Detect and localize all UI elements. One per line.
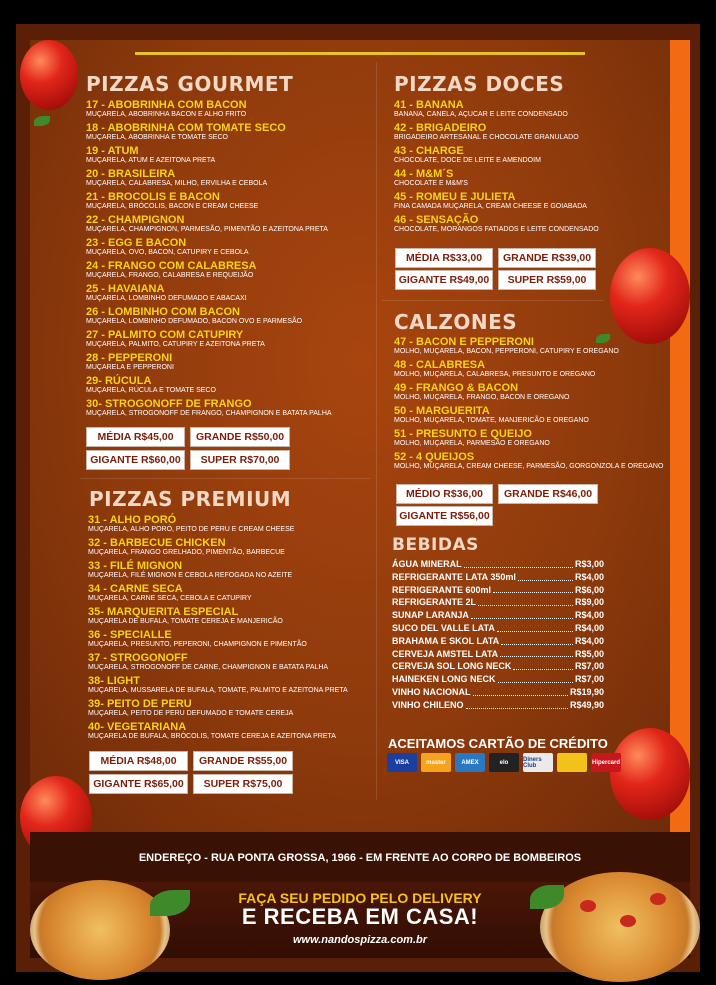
dot-leader: [498, 673, 573, 683]
menu-item-description: MUÇARELA, PEITO DE PERU DEFUMADO E TOMATE CEREJA: [88, 710, 294, 717]
drink-name: REFRIGERANTE 600ml: [392, 584, 492, 595]
menu-item-name: 45 - ROMEU E JULIETA: [394, 191, 516, 204]
drink-item: [392, 596, 604, 609]
doces-list: [394, 100, 599, 239]
menu-item-description: MUÇARELA DE BUFALA, TOMATE CEREJA E MANJERICÃO: [88, 618, 283, 625]
card-logo-icon: AMEX: [455, 753, 485, 772]
gourmet-price-media: MÉDIA R$45,00: [87, 428, 184, 446]
menu-item-name: 25 - HAVAIANA: [86, 283, 165, 295]
premium-price-super: SUPER R$75,00: [194, 775, 292, 793]
menu-item-description: MUÇARELA, PALMITO, CATUPIRY E AZEITONA PRETA: [86, 341, 265, 348]
menu-item: [86, 146, 332, 166]
menu-item-name: 47 - BACON E PEPPERONI: [394, 336, 534, 348]
menu-item-description: MOLHO, MUÇARELA, PARMESÃO E OREGANO: [394, 440, 550, 448]
menu-item-name: 50 - MARGUERITA: [394, 405, 490, 418]
menu-item-description: MOLHO, MUÇARELA, CALABRESA, PRESUNTO E OREGANO: [394, 371, 596, 379]
column-divider: [376, 62, 377, 800]
tomato-slice-image: [620, 915, 636, 927]
card-logo-icon: Hipercard: [591, 753, 621, 772]
doces-title: PIZZAS DOCES: [394, 72, 565, 96]
menu-item: [88, 584, 348, 604]
drink-item: [392, 622, 604, 635]
menu-item: [394, 146, 599, 166]
dot-leader: [497, 622, 573, 632]
menu-item-description: MUÇARELA, RÚCULA E TOMATE SECO: [86, 387, 216, 394]
menu-item-description: MUÇARELA, CALABRESA, MILHO, ERVILHA E CEBOLA: [86, 180, 268, 187]
menu-item-description: CHOCOLATE, MORANGOS FATIADOS E LEITE CONDENSADO: [394, 226, 599, 234]
menu-item: [86, 238, 332, 258]
menu-item-description: MUÇARELA, OVO, BACON, CATUPIRY E CEBOLA: [86, 249, 249, 256]
menu-item-description: MUÇARELA, FRANGO, CALABRESA E REQUEIJÃO: [86, 272, 254, 279]
menu-item-description: MUÇARELA, ATUM E AZEITONA PRETA: [86, 157, 216, 164]
menu-item-description: MUÇARELA, BRÓCOLIS, BACON E CREAM CHEESE: [86, 203, 259, 210]
drink-price: R$19,90: [569, 686, 604, 697]
drink-price: R$4,00: [574, 635, 604, 646]
drink-item: [392, 609, 604, 622]
menu-item: [86, 353, 332, 373]
menu-item-name: 20 - BRASILEIRA: [86, 168, 176, 180]
drink-name: VINHO NACIONAL: [392, 686, 471, 697]
menu-item: [88, 607, 348, 627]
menu-item-name: 22 - CHAMPIGNON: [86, 214, 185, 226]
menu-item-description: MOLHO, MUÇARELA, BACON, PEPPERONI, CATUPIRY E OREGANO: [394, 348, 619, 355]
dot-leader: [466, 699, 568, 709]
menu-item-description: BRIGADEIRO ARTESANAL E CHOCOLATE GRANULADO: [394, 134, 579, 142]
menu-item-name: 48 - CALABRESA: [394, 359, 486, 372]
menu-item: [394, 215, 599, 235]
menu-item: [394, 192, 599, 212]
menu-item-name: 17 - ABOBRINHA COM BACON: [86, 99, 247, 111]
drink-name: ÁGUA MINERAL: [392, 559, 462, 569]
premium-price-media: MÉDIA R$48,00: [90, 752, 187, 770]
menu-item: [86, 169, 332, 189]
menu-item-name: 42 - BRIGADEIRO: [394, 122, 487, 135]
gourmet-title: PIZZAS GOURMET: [86, 72, 294, 96]
gourmet-price-gigante: GIGANTE R$60,00: [87, 451, 184, 469]
drink-name: REFRIGERANTE LATA 350ml: [392, 571, 516, 582]
menu-item-description: MUÇARELA DE BUFALA, BRÓCOLIS, TOMATE CEREJA E AZEITONA PRETA: [88, 733, 336, 740]
menu-item: [88, 515, 348, 535]
tomato-slice-image: [650, 893, 666, 905]
drink-item: [392, 699, 604, 712]
menu-item: [394, 406, 663, 426]
menu-item: [394, 452, 663, 472]
cta-line1: FAÇA SEU PEDIDO PELO DELIVERY: [238, 890, 482, 906]
calzones-list: [394, 337, 663, 476]
menu-item-name: 40- VEGETARIANA: [88, 721, 187, 733]
pizza-image-right: [540, 872, 700, 982]
section-divider: [80, 478, 370, 479]
menu-item: [86, 100, 332, 120]
menu-item: [86, 123, 332, 143]
tomato-image: [610, 728, 690, 820]
dot-leader: [518, 571, 573, 581]
card-logo-icon: [557, 753, 587, 772]
menu-item: [88, 561, 348, 581]
menu-item-description: MUÇARELA, LOMBINHO DEFUMADO E ABACAXI: [86, 295, 247, 302]
drink-name: SUNAP LARANJA: [392, 610, 469, 621]
menu-item-description: MOLHO, MUÇARELA, TOMATE, MANJERICÃO E OREGANO: [394, 417, 589, 425]
drink-name: REFRIGERANTE 2L: [392, 597, 477, 608]
menu-item: [88, 538, 348, 558]
menu-item: [86, 215, 332, 235]
doces-price-super: SUPER R$59,00: [499, 271, 595, 289]
menu-item-name: 52 - 4 QUEIJOS: [394, 451, 475, 464]
dot-leader: [493, 584, 573, 594]
menu-item-description: FINA CAMADA MUÇARELA, CREAM CHEESE E GOIABADA: [394, 203, 587, 211]
drink-item: [392, 686, 604, 699]
menu-item: [394, 360, 663, 380]
menu-item-name: 29- RÚCULA: [86, 375, 152, 387]
drink-item: [392, 648, 604, 661]
menu-item-name: 23 - EGG E BACON: [86, 237, 187, 249]
top-accent-line: [135, 52, 585, 55]
menu-item-description: MUÇARELA, LOMBINHO DEFUMADO, BACON OVO E PARMESÃO: [86, 318, 303, 325]
drinks-list: [392, 558, 604, 712]
premium-price-gigante: GIGANTE R$65,00: [90, 775, 187, 793]
menu-item-name: 18 - ABOBRINHA COM TOMATE SECO: [86, 122, 286, 134]
drink-price: R$4,00: [574, 610, 604, 621]
menu-item-description: MOLHO, MUÇARELA, FRANGO, BACON E OREGANO: [394, 394, 570, 402]
side-accent-bar: [670, 40, 690, 840]
menu-item-name: 34 - CARNE SECA: [88, 583, 183, 595]
menu-item: [86, 330, 332, 350]
menu-item-description: MUÇARELA, ABOBRINHA E TOMATE SECO: [86, 134, 228, 141]
menu-item-name: 44 - M&M´S: [394, 168, 454, 181]
menu-item-description: MUÇARELA, FILÉ MIGNON E CEBOLA REFOGADA NO AZEITE: [88, 572, 293, 579]
menu-item-description: MUÇARELA E PEPPERONI: [86, 364, 174, 371]
card-logo-icon: Diners Club: [523, 753, 553, 772]
payment-title: ACEITAMOS CARTÃO DE CRÉDITO: [388, 736, 608, 751]
drink-price: R$3,00: [574, 559, 604, 569]
drink-item: [392, 571, 604, 584]
menu-item: [394, 123, 599, 143]
menu-item: [394, 429, 663, 449]
drink-name: BRAHAMA E SKOL LATA: [392, 635, 500, 646]
menu-item-description: MUÇARELA, ABOBRINHA BACON E ALHO FRITO: [86, 111, 247, 118]
website-link[interactable]: www.nandospizza.com.br: [292, 934, 428, 946]
card-logo-icon: VISA: [387, 753, 417, 772]
calzones-price-gigante: GIGANTE R$56,00: [397, 507, 492, 525]
drink-price: R$7,00: [574, 661, 604, 672]
menu-item-description: MOLHO, MUÇARELA, CREAM CHEESE, PARMESÃO, GORGONZOLA E OREGANO: [394, 463, 664, 471]
menu-item: [394, 169, 599, 189]
menu-item-name: 51 - PRESUNTO E QUEIJO: [394, 428, 532, 441]
menu-item-name: 30- STROGONOFF DE FRANGO: [86, 398, 252, 410]
drink-price: R$9,00: [574, 597, 604, 608]
doces-price-media: MÉDIA R$33,00: [396, 249, 492, 267]
drink-name: SUCO DEL VALLE LATA: [392, 622, 495, 633]
drink-price: R$49,90: [569, 699, 604, 710]
menu-item-description: CHOCOLATE, DOCE DE LEITE E AMENDOIM: [394, 157, 541, 165]
premium-title: PIZZAS PREMIUM: [89, 487, 292, 511]
drink-name: CERVEJA SOL LONG NECK: [392, 661, 512, 672]
dot-leader: [478, 596, 573, 606]
address-text: ENDEREÇO - RUA PONTA GROSSA, 1966 - EM FRENTE AO CORPO DE BOMBEIROS: [138, 852, 582, 864]
menu-item: [88, 676, 348, 696]
menu-item-name: 37 - STROGONOFF: [88, 652, 188, 664]
drink-price: R$7,00: [574, 674, 604, 685]
menu-item-name: 36 - SPECIALLE: [88, 629, 172, 641]
menu-item-description: MUÇARELA, FRANGO GRELHADO, PIMENTÃO, BARBECUE: [88, 549, 285, 556]
premium-list: [88, 515, 348, 745]
menu-item-description: MUÇARELA, STROGONOFF DE FRANGO, CHAMPIGNON E BATATA PALHA: [86, 410, 332, 417]
drink-price: R$4,00: [574, 571, 604, 582]
tomato-image: [610, 248, 690, 344]
menu-item-description: MUÇARELA, MUSSARELA DE BUFALA, TOMATE, PALMITO E AZEITONA PRETA: [88, 687, 348, 694]
dot-leader: [500, 648, 573, 658]
bebidas-title: BEBIDAS: [392, 535, 479, 555]
menu-item-description: MUÇARELA, CHAMPIGNON, PARMESÃO, PIMENTÃO E AZEITONA PRETA: [86, 226, 328, 233]
menu-item-name: 26 - LOMBINHO COM BACON: [86, 306, 240, 318]
drink-price: R$4,00: [574, 622, 604, 633]
drink-price: R$5,00: [574, 648, 604, 659]
menu-item-name: 33 - FILÉ MIGNON: [88, 560, 183, 572]
gourmet-price-grande: GRANDE R$50,00: [191, 428, 289, 446]
menu-item: [86, 192, 332, 212]
section-divider: [382, 300, 604, 301]
pizza-image-left: [30, 880, 170, 980]
card-logos: [387, 753, 621, 772]
menu-item-name: 43 - CHARGE: [394, 145, 464, 158]
dot-leader: [501, 635, 573, 645]
menu-item: [86, 376, 332, 396]
menu-item-description: MUÇARELA, STROGONOFF DE CARNE, CHAMPIGNON E BATATA PALHA: [88, 664, 329, 671]
menu-item: [88, 630, 348, 650]
menu-item: [88, 699, 348, 719]
menu-item-name: 32 - BARBECUE CHICKEN: [88, 537, 226, 549]
menu-item: [394, 337, 663, 357]
menu-item-name: 24 - FRANGO COM CALABRESA: [86, 260, 257, 272]
menu-item-name: 19 - ATUM: [86, 145, 139, 157]
calzones-price-grande: GRANDE R$46,00: [499, 485, 597, 503]
drink-name: CERVEJA AMSTEL LATA: [392, 648, 499, 659]
menu-item-name: 39- PEITO DE PERU: [88, 698, 192, 710]
menu-item-name: 35- MARQUERITA ESPECIAL: [88, 606, 239, 618]
menu-item-description: MUÇARELA, CARNE SECA, CEBOLA E CATUPIRY: [88, 595, 252, 602]
card-logo-icon: elo: [489, 753, 519, 772]
premium-price-grande: GRANDE R$55,00: [194, 752, 292, 770]
menu-item: [88, 722, 348, 742]
drink-item: [392, 584, 604, 597]
doces-price-gigante: GIGANTE R$49,00: [396, 271, 492, 289]
dot-leader: [471, 609, 573, 619]
gourmet-list: [86, 100, 332, 422]
gourmet-price-super: SUPER R$70,00: [191, 451, 289, 469]
tomato-image: [20, 40, 78, 110]
calzones-price-medio: MÉDIO R$36,00: [397, 485, 492, 503]
drink-price: R$6,00: [574, 584, 604, 595]
menu-item-name: 21 - BROCOLIS E BACON: [86, 191, 220, 203]
menu-item-name: 46 - SENSAÇÃO: [394, 214, 479, 227]
tomato-slice-image: [580, 900, 596, 912]
menu-item-name: 49 - FRANGO & BACON: [394, 382, 519, 395]
menu-item: [394, 100, 599, 120]
cta-line2: E RECEBA EM CASA!: [241, 904, 479, 929]
drink-item: [392, 635, 604, 648]
menu-item-name: 27 - PALMITO COM CATUPIRY: [86, 329, 244, 341]
dot-leader: [473, 686, 568, 696]
menu-item: [86, 399, 332, 419]
menu-item: [86, 284, 332, 304]
dot-leader: [513, 660, 573, 670]
menu-item: [88, 653, 348, 673]
menu-item: [86, 307, 332, 327]
menu-item-description: MUÇARELA, PRESUNTO, PEPERONI, CHAMPIGNON E PIMENTÃO: [88, 641, 307, 648]
menu-item-name: 41 - BANANA: [394, 99, 464, 111]
dot-leader: [464, 558, 573, 568]
menu-item: [86, 261, 332, 281]
drink-name: VINHO CHILENO: [392, 699, 464, 710]
menu-item-description: BANANA, CANELA, AÇUCAR E LEITE CONDENSADO: [394, 111, 568, 118]
menu-item: [394, 383, 663, 403]
menu-item-name: 28 - PEPPERONI: [86, 352, 173, 364]
doces-price-grande: GRANDE R$39,00: [499, 249, 595, 267]
menu-item-description: CHOCOLATE E M&M'S: [394, 180, 468, 188]
drink-item: [392, 660, 604, 673]
menu-item-name: 38- LIGHT: [88, 675, 140, 687]
drink-item: [392, 673, 604, 686]
menu-item-name: 31 - ALHO PORÓ: [88, 514, 177, 526]
card-logo-icon: master: [421, 753, 451, 772]
menu-item-description: MUÇARELA, ALHO PORÓ, PEITO DE PERU E CREAM CHEESE: [88, 526, 295, 533]
drink-item: [392, 558, 604, 571]
drink-name: HAINEKEN LONG NECK: [392, 674, 496, 685]
calzones-title: CALZONES: [394, 310, 518, 334]
